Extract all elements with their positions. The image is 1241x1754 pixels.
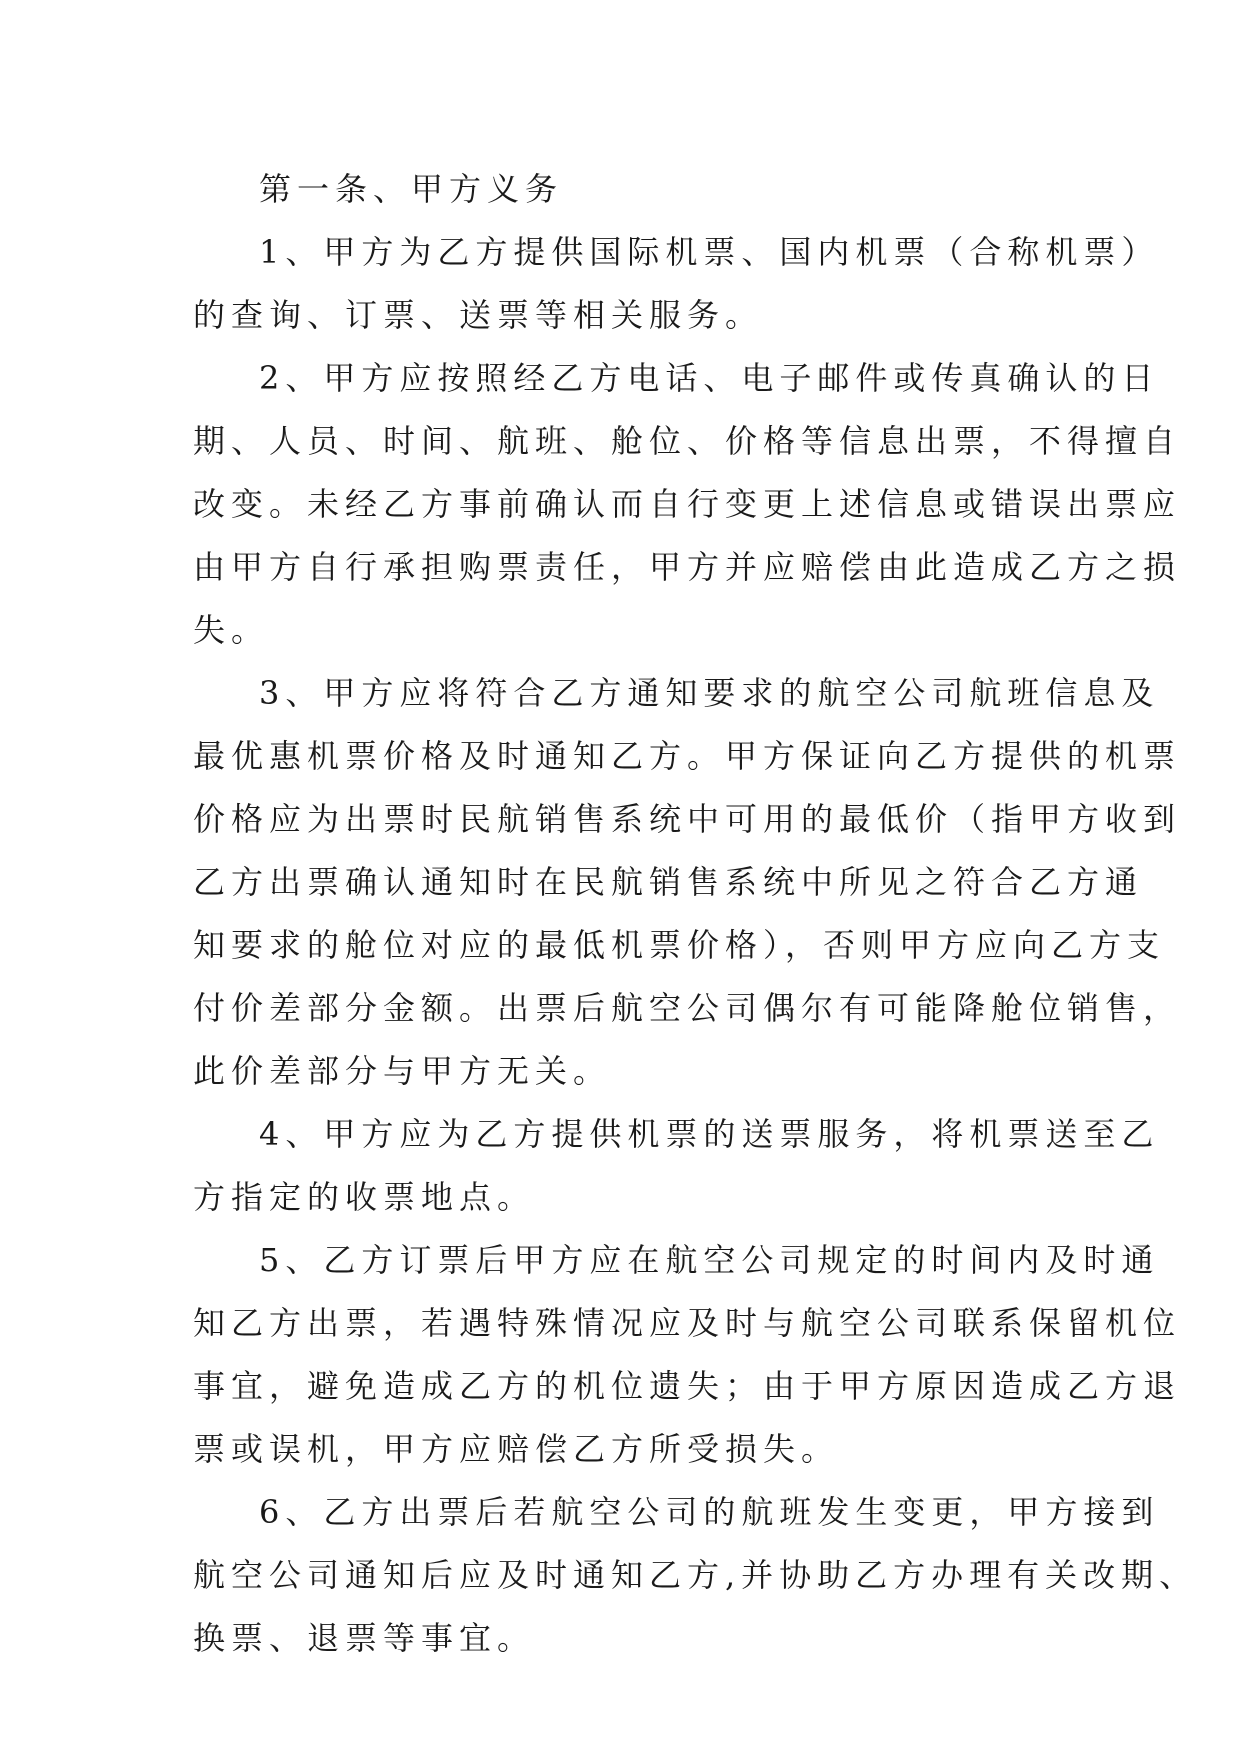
text-line: 3、甲方应将符合乙方通知要求的航空公司航班信息及 xyxy=(259,674,1160,712)
text-line: 知乙方出票，若遇特殊情况应及时与航空公司联系保留机位 xyxy=(193,1304,1182,1342)
text-line: 6、乙方出票后若航空公司的航班发生变更，甲方接到 xyxy=(259,1493,1160,1531)
clause-paragraph-item-3 xyxy=(193,662,1182,1103)
document-body xyxy=(193,158,1198,1670)
text-line: 期、人员、时间、航班、舱位、价格等信息出票，不得擅自 xyxy=(193,422,1182,460)
text-line: 4、甲方应为乙方提供机票的送票服务，将机票送至乙 xyxy=(259,1115,1160,1153)
clause-paragraph-item-4 xyxy=(193,1103,1160,1229)
text-line: 1、甲方为乙方提供国际机票、国内机票（合称机票） xyxy=(259,233,1160,271)
text-line: 此价差部分与甲方无关。 xyxy=(193,1052,612,1090)
text-line: 票或误机，甲方应赔偿乙方所受损失。 xyxy=(193,1430,840,1468)
clause-paragraph-item-1 xyxy=(193,221,1160,347)
text-line: 由甲方自行承担购票责任，甲方并应赔偿由此造成乙方之损 xyxy=(193,548,1182,586)
text-line: 方指定的收票地点。 xyxy=(193,1178,536,1216)
text-line: 知要求的舱位对应的最低机票价格），否则甲方应向乙方支 xyxy=(193,926,1166,964)
clause-paragraph-item-2 xyxy=(193,347,1182,662)
text-line: 5、乙方订票后甲方应在航空公司规定的时间内及时通 xyxy=(259,1241,1160,1279)
text-line: 乙方出票确认通知时在民航销售系统中所见之符合乙方通 xyxy=(193,863,1144,901)
text-line: 事宜，避免造成乙方的机位遗失；由于甲方原因造成乙方退 xyxy=(193,1367,1182,1405)
section-heading: 第一条、甲方义务 xyxy=(259,170,564,208)
text-line: 付价差部分金额。出票后航空公司偶尔有可能降舱位销售， xyxy=(193,989,1182,1027)
clause-paragraph-item-5 xyxy=(193,1229,1182,1481)
clause-paragraph-item-6 xyxy=(193,1481,1198,1670)
text-line: 失。 xyxy=(193,611,270,649)
text-line: 改变。未经乙方事前确认而自行变更上述信息或错误出票应 xyxy=(193,485,1182,523)
text-line: 航空公司通知后应及时通知乙方,并协助乙方办理有关改期、 xyxy=(193,1556,1198,1594)
text-line: 2、甲方应按照经乙方电话、电子邮件或传真确认的日 xyxy=(259,359,1160,397)
text-line: 的查询、订票、送票等相关服务。 xyxy=(193,296,764,334)
paragraph-list xyxy=(193,221,1198,1670)
text-line: 换票、退票等事宜。 xyxy=(193,1619,536,1657)
text-line: 最优惠机票价格及时通知乙方。甲方保证向乙方提供的机票 xyxy=(193,737,1182,775)
text-line: 价格应为出票时民航销售系统中可用的最低价（指甲方收到 xyxy=(193,800,1182,838)
